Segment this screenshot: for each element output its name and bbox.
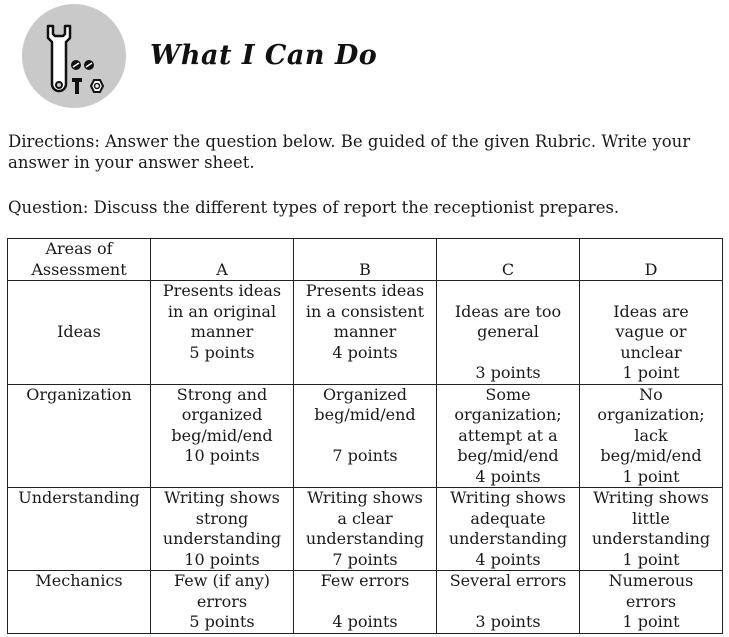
cell-organization-d: No organization; lack beg/mid/end 1 point <box>580 384 723 488</box>
page-title: What I Can Do <box>150 40 378 71</box>
header-b: B <box>294 239 437 281</box>
tools-wrench-icon <box>22 4 126 108</box>
cell-understanding-d: Writing shows little understanding 1 point <box>580 488 723 571</box>
rubric-table <box>7 238 723 634</box>
cell-organization-b: Organized beg/mid/end 7 points <box>294 384 437 488</box>
header-c: C <box>437 239 580 281</box>
rubric-row-mechanics <box>8 571 723 634</box>
cell-understanding-c: Writing shows adequate understanding 4 points <box>437 488 580 571</box>
cell-organization-c: Some organization; attempt at a beg/mid/end 4 points <box>437 384 580 488</box>
cell-ideas-d: Ideas are vague or unclear 1 point <box>580 281 723 385</box>
area-mechanics: Mechanics <box>8 571 151 634</box>
header-d: D <box>580 239 723 281</box>
header-areas: Areas of Assessment <box>8 239 151 281</box>
rubric-row-ideas <box>8 281 723 385</box>
directions-text: Directions: Answer the question below. Be guided of the given Rubric. Write your answer in your answer sheet. <box>8 132 691 172</box>
cell-understanding-b: Writing shows a clear understanding 7 points <box>294 488 437 571</box>
header-a: A <box>151 239 294 281</box>
rubric-row-understanding <box>8 488 723 571</box>
cell-mechanics-b: Few errors 4 points <box>294 571 437 634</box>
rubric-header-row <box>8 239 723 281</box>
cell-ideas-c: Ideas are too general 3 points <box>437 281 580 385</box>
cell-understanding-a: Writing shows strong understanding 10 points <box>151 488 294 571</box>
area-understanding: Understanding <box>8 488 151 571</box>
cell-ideas-a: Presents ideas in an original manner 5 points <box>151 281 294 385</box>
tools-logo <box>22 4 126 108</box>
cell-mechanics-a: Few (if any) errors 5 points <box>151 571 294 634</box>
area-ideas: Ideas <box>8 281 151 385</box>
question-text: Question: Discuss the different types of report the receptionist prepares. <box>8 198 620 217</box>
cell-mechanics-d: Numerous errors 1 point <box>580 571 723 634</box>
cell-organization-a: Strong and organized beg/mid/end 10 points <box>151 384 294 488</box>
cell-ideas-b: Presents ideas in a consistent manner 4 points <box>294 281 437 385</box>
area-organization: Organization <box>8 384 151 488</box>
cell-mechanics-c: Several errors 3 points <box>437 571 580 634</box>
rubric-row-organization <box>8 384 723 488</box>
